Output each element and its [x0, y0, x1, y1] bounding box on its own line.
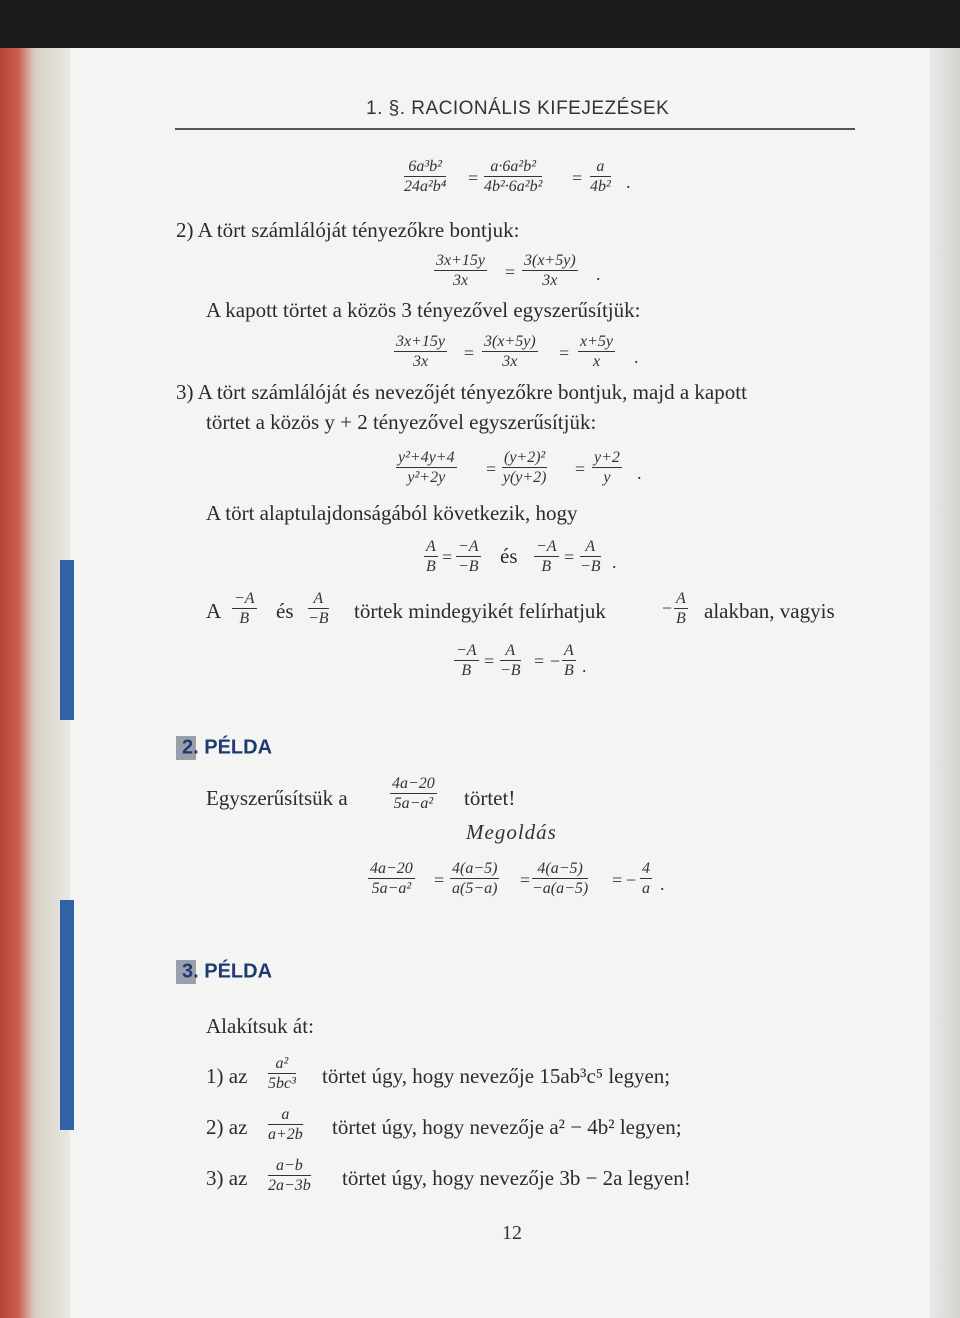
fraction: $\frac{\text{(y+2)²}}{y(y+2)}$: [502, 449, 547, 486]
fraction: $\frac{A}{B}$: [564, 642, 574, 679]
page-content: 1. §. RACIONÁLIS KIFEJEZÉSEK $\frac{\text{6a³b²}}{\text{24a²b⁴}}$ = $\frac{\text{a·6a²b²}}{\text{4b²·6a²b²}}$ = $\frac{a}{\text{4b²}}$ . 2) A tört számlálóját tényezőkre bontjuk: $\frac{3x+15y}{3x}$ = $\frac{3(x+5y)}{3x}$ . A kapott törtet a közös 3 tényezővel egyszerűsítjük: $\frac{3x+15y}{3x}$ = $\frac{3(x+5y)}{3x}$ = $\frac{x+5y}{x}$ . 3) A tört számlálóját és nevezőjét tényezőkre bontjuk, majd a kapott törtet a közös y + 2 tényezővel egyszerűsítjük: $\frac{\text{y²+4y+4}}{\text{y²+2y}}$ = $\frac{\text{(y+2)²}}{y(y+2)}$ = $\frac{y+2}{y}$ . A tört alaptulajdonságából következik, hogy $\frac{A}{B}$ = $\frac{-A}{-B}$ és $\frac{-A}{B}$ = $\frac{A}{-B}$ . A $\frac{-A}{B}$ és $\frac{A}{-B}$ törtek mindegyikét felírhatjuk − $\frac{A}{B}$ alakban, vagyis $\frac{-A}{B}$ = $\frac{A}{-B}$ = − $\frac{A}{B}$ . 2. PÉLDA Egyszerűsítsük a $\frac{4a-20}{\text{5a−a²}}$ törtet! Megoldás $\frac{4a-20}{\text{5a−a²}}$ = $\frac{4(a-5)}{a(5-a)}$ = $\frac{4(a-5)}{-a(a-5)}$ = − $\frac{4}{a}$ . 3. PÉLDA Alakítsuk át: 1) az $\frac{\text{a²}}{\text{5bc³}}$ törtet úgy, hogy nevezője 15ab³c⁵ legyen; 2) az $\frac{a}{a+2b}$ törtet úgy, hogy nevezője a² − 4b² legyen; 3) az $\frac{a-b}{2a-3b}$ törtet úgy, hogy nevezője 3b − 2a legyen! 12: [0, 0, 960, 1318]
example-heading: 3. PÉLDA: [176, 960, 272, 984]
fraction: $\frac{x+5y}{x}$: [580, 333, 613, 370]
fraction: $\frac{\text{6a³b²}}{\text{24a²b⁴}}$: [404, 158, 447, 195]
fraction: $\frac{-A}{B}$: [234, 590, 255, 627]
fraction: $\frac{-A}{-B}$: [458, 538, 479, 575]
fraction: $\frac{3(x+5y)}{3x}$: [484, 333, 536, 370]
fraction: $\frac{y+2}{y}$: [594, 449, 620, 486]
fraction: $\frac{3x+15y}{3x}$: [436, 252, 485, 289]
step-text: A kapott törtet a közös 3 tényezővel egyszerűsítjük:: [206, 298, 641, 322]
fraction: $\frac{A}{B}$: [426, 538, 436, 575]
fraction: $\frac{A}{B}$: [676, 590, 686, 627]
step-text: törtet a közös y + 2 tényezővel egyszerűsítjük:: [206, 410, 597, 434]
fraction: $\frac{A}{-B}$: [500, 642, 521, 679]
fraction: $\frac{4a-20}{\text{5a−a²}}$: [370, 860, 413, 897]
fraction: $\frac{\text{a²}}{\text{5bc³}}$: [268, 1055, 296, 1092]
fraction: $\frac{A}{-B}$: [308, 590, 329, 627]
fraction: $\frac{3x+15y}{3x}$: [396, 333, 445, 370]
step-text: 3) A tört számlálóját és nevezőjét tényezőkre bontjuk, majd a kapott: [176, 380, 747, 404]
property-text: A tört alaptulajdonságából következik, hogy: [206, 501, 578, 525]
fraction: $\frac{a}{\text{4b²}}$: [590, 158, 611, 195]
page-number: 12: [502, 1222, 522, 1244]
example-heading: 2. PÉLDA: [176, 736, 272, 760]
step-text: 2) A tört számlálóját tényezőkre bontjuk:: [176, 218, 520, 242]
fraction: $\frac{3(x+5y)}{3x}$: [524, 252, 576, 289]
fraction: $\frac{4a-20}{\text{5a−a²}}$: [392, 775, 435, 812]
fraction: $\frac{4}{a}$: [642, 860, 650, 897]
fraction: $\frac{A}{-B}$: [580, 538, 601, 575]
fraction: $\frac{4(a-5)}{-a(a-5)}$: [532, 860, 589, 897]
fraction: $\frac{-A}{B}$: [536, 538, 557, 575]
fraction: $\frac{-A}{B}$: [456, 642, 477, 679]
header-rule: [175, 128, 855, 130]
solution-label: Megoldás: [466, 820, 557, 844]
fraction: $\frac{a}{a+2b}$: [268, 1106, 303, 1143]
fraction: $\frac{a-b}{2a-3b}$: [268, 1157, 311, 1194]
chapter-header: 1. §. RACIONÁLIS KIFEJEZÉSEK: [366, 98, 670, 119]
fraction: $\frac{\text{a·6a²b²}}{\text{4b²·6a²b²}}$: [484, 158, 543, 195]
fraction: $\frac{4(a-5)}{a(5-a)}$: [452, 860, 498, 897]
fraction: $\frac{\text{y²+4y+4}}{\text{y²+2y}}$: [398, 449, 455, 486]
